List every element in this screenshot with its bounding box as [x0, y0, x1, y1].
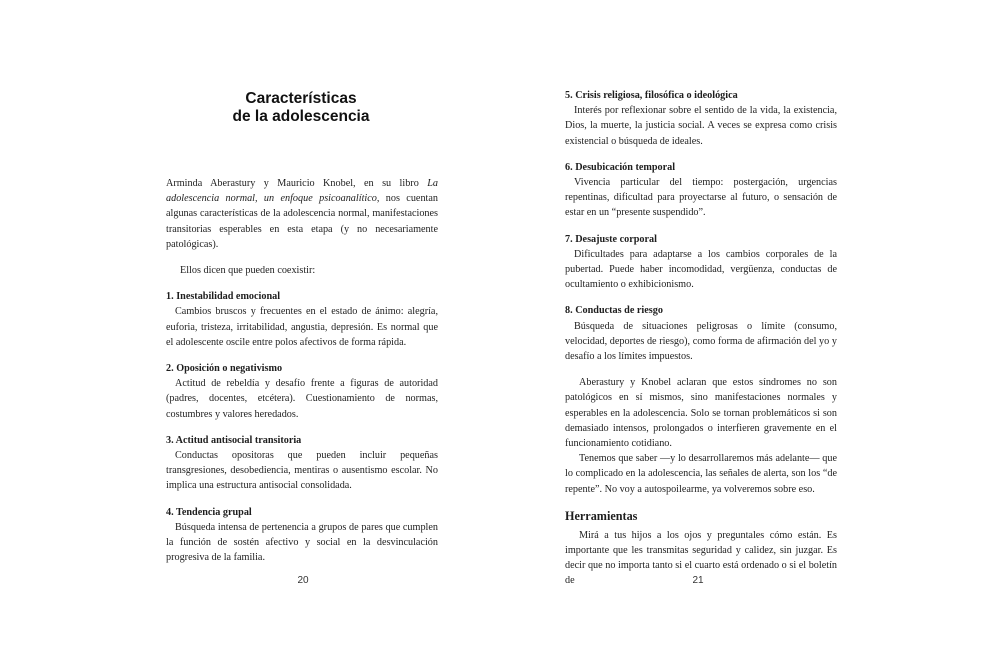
- book-title: La adolescencia normal, un enfoque psicoanalítico: [166, 178, 438, 205]
- section-body: Búsqueda intensa de pertenencia a grupos de pares que cumplen la función de sostén afectivo y social en la desvinculación progresiva de la familia.: [166, 521, 438, 564]
- tools-heading: Herramientas: [565, 508, 638, 523]
- left-text-column: [166, 176, 438, 565]
- section-1: [166, 289, 438, 350]
- section-body: Vivencia particular del tiempo: postergación, urgencias repentinas, dificultad para proyectarse al futuro, o sensación de estar en un “presente suspendido”.: [565, 177, 837, 219]
- section-title: 8. Conductas de riesgo: [565, 305, 663, 317]
- chapter-title-line-1: Características: [245, 90, 357, 107]
- section-4: [166, 505, 438, 566]
- right-text-column: [565, 88, 837, 589]
- intro-part-1: Arminda Aberastury y Mauricio Knobel, en su libro: [166, 178, 428, 189]
- coexist-paragraph: Ellos dicen que pueden coexistir:: [180, 265, 316, 277]
- right-page: [500, 0, 1000, 646]
- section-2: [166, 361, 438, 422]
- warning-paragraph: Tenemos que saber —y lo desarrollaremos más adelante— que lo complicado en la adolescencia, las señales de alerta, son los “de repente”. No voy a autospoilearme, ya volveremos sobre eso.: [565, 453, 837, 495]
- section-title: 5. Crisis religiosa, filosófica o ideológica: [565, 90, 738, 101]
- page-number: 20: [297, 575, 309, 586]
- section-7: [565, 232, 837, 293]
- section-title: 3. Actitud antisocial transitoria: [166, 434, 302, 446]
- section-body: Interés por reflexionar sobre el sentido de la vida, la existencia, Dios, la muerte, la justicia social. A veces se expresa como crisis existencial o búsqueda de ideales.: [565, 105, 837, 147]
- section-title: 2. Oposición o negativismo: [166, 363, 283, 375]
- chapter-title: [166, 90, 436, 126]
- page-number: 21: [692, 575, 704, 586]
- section-title: 1. Inestabilidad emocional: [166, 291, 281, 303]
- section-title: 6. Desubicación temporal: [565, 161, 676, 173]
- section-3: [166, 433, 438, 494]
- tools-paragraph: Mirá a tus hijos a los ojos y preguntales cómo están. Es importante que les transmitas seguridad y calidez, sin juzgar. Es decir que no importa tanto si el cuarto está ordenado o si el boletín de: [565, 529, 837, 587]
- chapter-title-line-2: de la adolescencia: [232, 108, 370, 125]
- section-title: 7. Desajuste corporal: [565, 233, 657, 245]
- section-6: [565, 160, 837, 221]
- intro-paragraph: [166, 176, 438, 252]
- section-body: Dificultades para adaptarse a los cambios corporales de la pubertad. Puede haber incomodidad, vergüenza, conductas de ocultamiento o exhibicionismo.: [565, 248, 837, 291]
- section-title: 4. Tendencia grupal: [166, 506, 252, 518]
- section-body: Conductas opositoras que pueden incluir pequeñas transgresiones, desobediencia, mentiras o ausentismo escolar. No implica una estructura antisocial consolidada.: [166, 450, 438, 492]
- section-5: [565, 88, 837, 149]
- section-body: Actitud de rebeldía y desafío frente a figuras de autoridad (padres, docentes, etcétera). Cuestionamiento de normas, costumbres y valores heredados.: [166, 378, 438, 420]
- section-8: [565, 303, 837, 364]
- intro-part-2: , nos cuentan algunas características de la adolescencia normal, manifestaciones transitorias esperables en esta etapa (y no necesariamente patológicas).: [166, 193, 438, 250]
- clarification-paragraph: Aberastury y Knobel aclaran que estos síndromes no son patológicos en sí mismos, sino manifestaciones normales y esperables en la adolescencia. Solo se tornan problemáticos si son demasiado intensos, prolongados o interfieren gravemente en el funcionamiento cotidiano.: [565, 377, 837, 450]
- section-body: Cambios bruscos y frecuentes en el estado de ánimo: alegría, euforia, tristeza, irritabilidad, angustia, depresión. Es normal que el adolescente oscile entre polos afectivos de forma rápida.: [166, 306, 438, 348]
- section-body: Búsqueda de situaciones peligrosas o límite (consumo, velocidad, deportes de riesgo), como forma de afirmación del yo y desafío a los límites impuestos.: [565, 320, 837, 363]
